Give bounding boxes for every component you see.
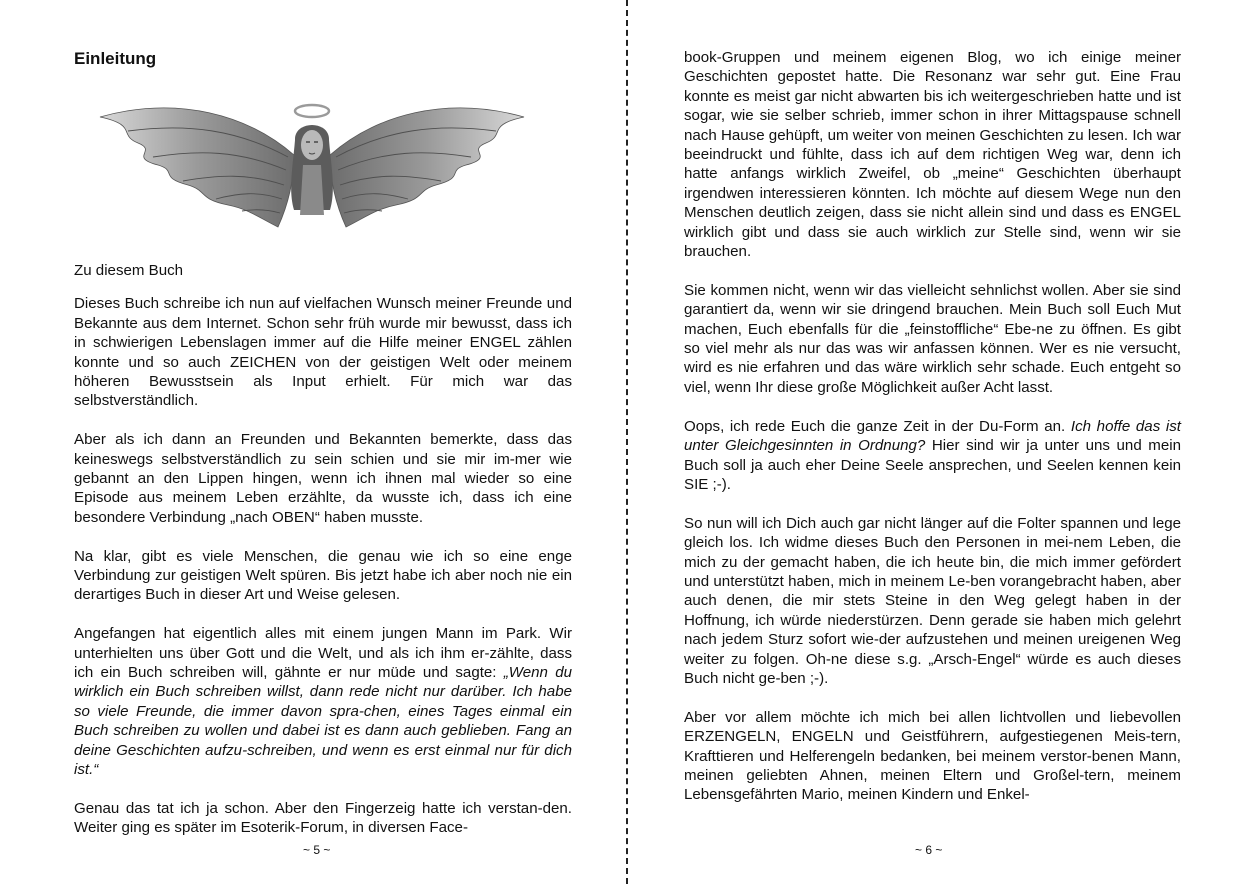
right-wing — [330, 108, 524, 227]
angel-with-wings-and-halo-icon — [98, 95, 526, 235]
italic-text: Ich hoffe das ist unter Gleichgesinnten in Ordnung? — [684, 417, 1181, 455]
paragraph: Genau das tat ich ja schon. Aber den Fingerzeig hatte ich verstan-den. Weiter ging es später im Esoterik-Forum, in diversen Face- — [74, 799, 572, 837]
left-wing — [100, 108, 294, 227]
paragraph: book-Gruppen und meinem eigenen Blog, wo ich einige meiner Geschichten gepostet hatte. Die Resonanz war sehr gut. Eine Frau konnte es meist gar nicht abwarten bis ich weitergeschrieben hatte und ist sogar, wie sie selber schrieb, immer schon in ihrer Mittagspause schnell nach Hause gehüpft, um weiter von meinen Geschichten zu lesen. Ich war beeindruckt und fühlte, dass ich auf dem richtigen Weg war, denn ich hatte anfangs wirklich Zweifel, ob „meine“ Geschichten überhaupt irgendwen interessieren könnten. Ich möchte auf diesem Wege nun den Menschen deutlich zeigen, dass sie nicht allein sind und dass es ENGEL wirklich gibt und dass sie auch wirklich zur Stelle sind, wenn wir sie brauchen. — [684, 49, 1181, 261]
paragraph: Sie kommen nicht, wenn wir das vielleicht sehnlichst wollen. Aber sie sind garantiert da, wenn wir sie dringend brauchen. Mein Buch soll Euch Mut machen, Euch ebenfalls für die „feinstoffliche“ Ebe-ne zu öffnen. Es gibt so viel mehr als nur das was wir anfassen können. Wer es nie versucht, wird es nie erfahren und das wäre wirklich sehr schade. Euch entgeht so viel, wenn Ihr diese große Möglichkeit außer Acht lasst. — [684, 281, 1181, 396]
page-number: ~ 5 ~ — [303, 843, 331, 857]
right-page — [628, 0, 1253, 884]
paragraph: So nun will ich Dich auch gar nicht länger auf die Folter spannen und lege gleich los. Ich widme dieses Buch den Personen in mei-nem Leben, die mich zu der gemacht haben, die ich heute bin, die mich immer gefördert und unterstützt haben, mich in meinem Le-ben vorangebracht haben, aber auch denen, die mir stets Steine in den Weg gelegt haben in der Hoffnung, ich würde niederstürzen. Denn gerade sie haben mich gelehrt nach jedem Sturz sofort wie-der aufzustehen und meinen ureigenen Weg weiter zu folgen. Oh-ne diese s.g. „Arsch-Engel“ würde es auch dieses Buch nicht ge-ben ;-). — [684, 514, 1181, 687]
paragraph-text: Angefangen hat eigentlich alles mit einem jungen Mann im Park. Wir unterhielten uns über Gott und die Welt, und als ich ihm er-zählte, dass ich ein Buch schreiben will, gähnte er nur müde und sagte: — [74, 625, 572, 682]
section-subtitle: Zu diesem Buch — [74, 262, 184, 279]
paragraph — [684, 417, 1181, 495]
paragraph-text: Oops, ich rede Euch die ganze Zeit in der Du-Form an. — [684, 417, 1071, 435]
chapter-heading: Einleitung — [74, 49, 157, 68]
paragraph: Aber als ich dann an Freunden und Bekannten bemerkte, dass das keineswegs selbstverständlich zu sein schien und sie mir im-mer wie gebannt an den Lippen hingen, wenn ich ihnen mal wieder so eine Episode aus meinem Leben erzählte, da wusste ich, dass ich eine besondere Verbindung „nach OBEN“ haben musste. — [74, 431, 572, 526]
paragraph: Aber vor allem möchte ich mich bei allen lichtvollen und liebevollen ERZENGELN, ENGELN und Geistführern, aufgestiegenen Meis-tern, Krafttieren und Helferengeln bedanken, bei meinem verstor-benen Mann, meinen geliebten Ahnen, meinen Eltern und Großel-tern, meinem Lebensgefährten Mario, meinen Kindern und Enkel- — [684, 708, 1181, 804]
left-page — [0, 0, 626, 884]
page-number: ~ 6 ~ — [915, 843, 943, 857]
paragraph: Na klar, gibt es viele Menschen, die genau wie ich so eine enge Verbindung zur geistigen Welt spüren. Bis jetzt habe ich aber noch nie ein derartiges Buch in dieser Art und Weise gelesen. — [74, 547, 572, 604]
paragraph-text: Hier sind wir ja unter uns und mein Buch soll ja auch eher Deine Seele ansprechen, und Seelen kennen kein SIE ;-). — [684, 437, 1182, 493]
right-text-column — [684, 48, 1181, 805]
italic-quote: „Wenn du wirklich ein Buch schreiben willst, dann rede nicht nur darüber. Ich habe so viele Freunde, die immer davon spra-chen, eines Tages einmal ein Buch schreiben zu wollen und dabei ist es dann auch geblieben. Fang an deine Geschichten aufzu-schreiben, und wenn es erst einmal nur für dich ist.“ — [74, 664, 572, 779]
paragraph: Dieses Buch schreibe ich nun auf vielfachen Wunsch meiner Freunde und Bekannte aus dem Internet. Schon sehr früh wurde mir bewusst, dass ich in schwierigen Lebenslagen immer auf die Hilfe meiner ENGEL zählen konnte und so auch ZEICHEN von der geistigen Welt oder meinem höheren Bewusstsein als Input erhielt. Für mich war das selbstverständlich. — [74, 295, 572, 410]
angel-figure — [291, 105, 333, 215]
paragraph — [74, 624, 572, 779]
left-text-column — [74, 261, 572, 838]
